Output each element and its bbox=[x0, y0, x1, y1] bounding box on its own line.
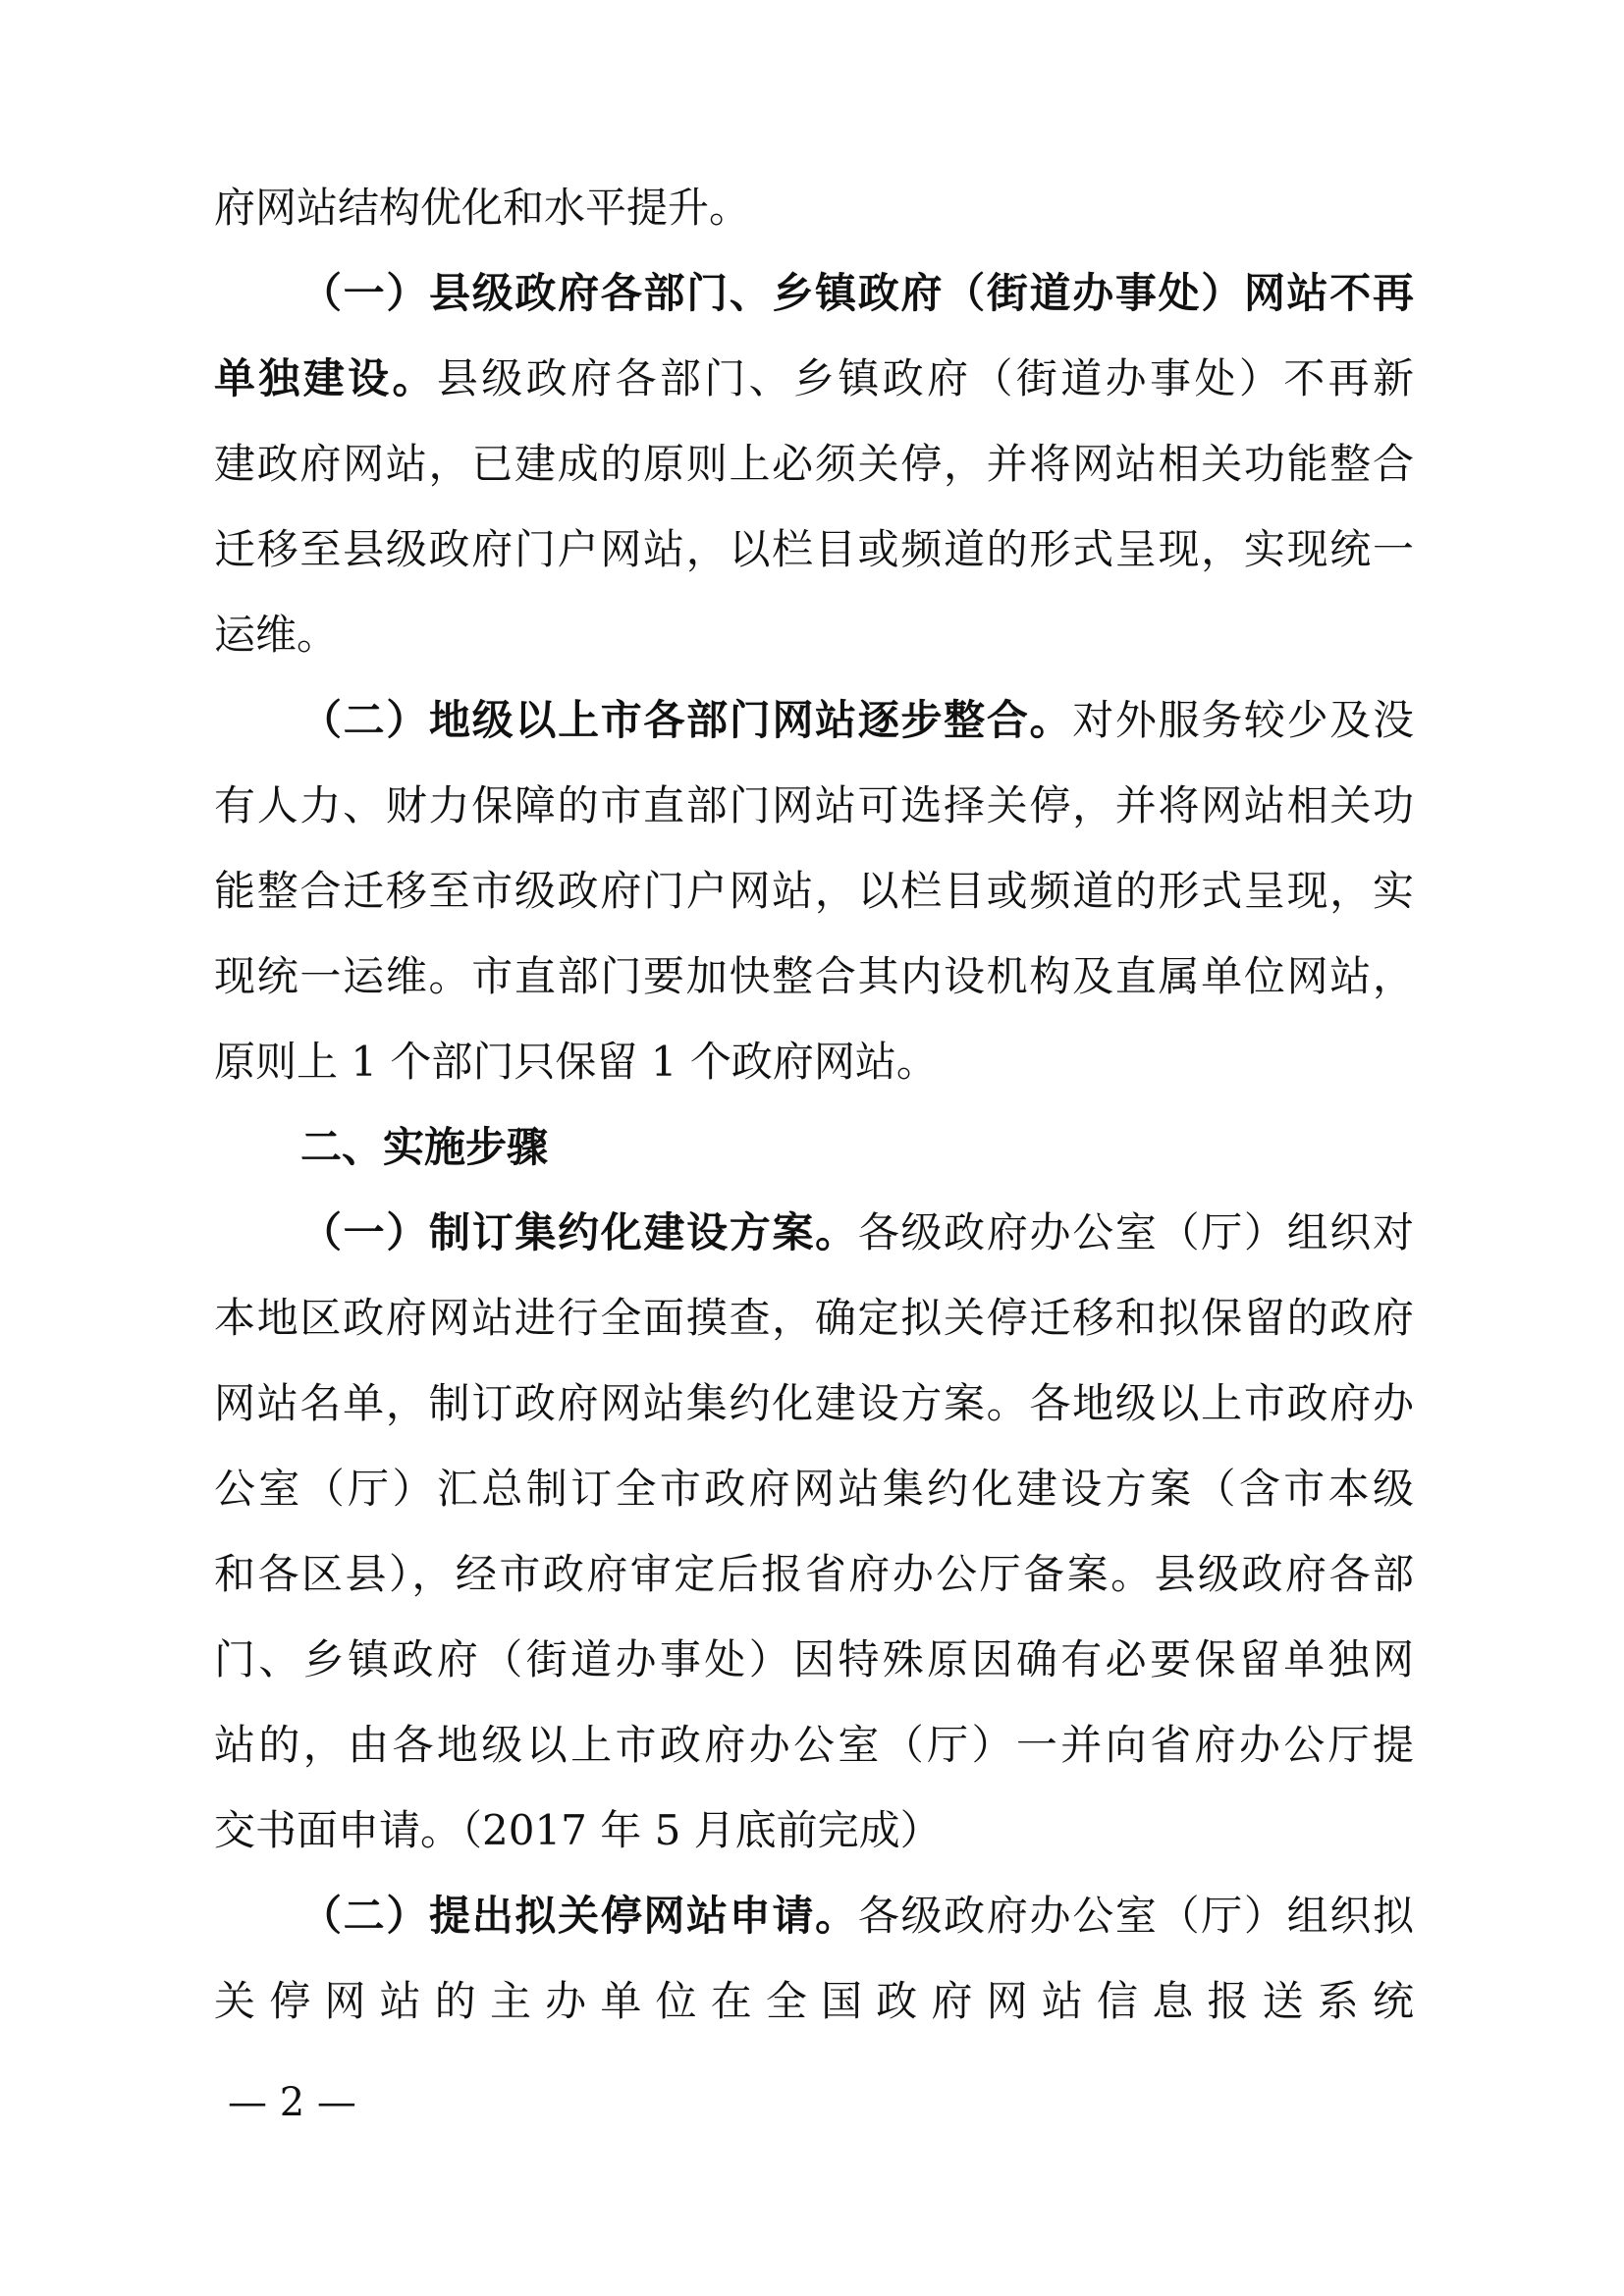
body-text: 网站名单，制订政府网站集约化建设方案。各地级以上市政府办 bbox=[214, 1379, 1414, 1427]
body-text: 门、乡镇政府（街道办事处）因特殊原因确有必要保留单独网 bbox=[214, 1635, 1414, 1683]
subsection-title: （一）县级政府各部门、乡镇政府（街道办事处）网站不再 bbox=[300, 269, 1414, 317]
body-text: 运维。 bbox=[214, 611, 339, 659]
body-text: 交书面申请。（2017 年 5 月底前完成） bbox=[214, 1806, 942, 1854]
body-text: 县级政府各部门、乡镇政府（街道办事处）不再新 bbox=[436, 354, 1414, 402]
body-text: 府网站结构优化和水平提升。 bbox=[214, 184, 751, 232]
body-text: 迁移至县级政府门户网站，以栏目或频道的形式呈现，实现统一 bbox=[214, 525, 1414, 573]
body-line bbox=[214, 596, 1414, 674]
body-text: 站的，由各地级以上市政府办公室（厅）一并向省府办公厅提 bbox=[214, 1721, 1414, 1769]
section-heading-line bbox=[300, 1108, 1414, 1187]
body-text: 建政府网站，已建成的原则上必须关停，并将网站相关功能整合 bbox=[214, 440, 1414, 488]
body-text: 各级政府办公室（厅）组织对 bbox=[857, 1208, 1414, 1256]
subsection-title: 单独建设。 bbox=[214, 354, 437, 402]
body-line bbox=[214, 169, 1414, 247]
body-line bbox=[214, 425, 1414, 504]
subsection-title-line bbox=[300, 254, 1414, 333]
body-line bbox=[214, 1279, 1414, 1358]
body-line bbox=[300, 681, 1414, 760]
body-line bbox=[214, 1450, 1414, 1528]
body-text: 公室（厅）汇总制订全市政府网站集约化建设方案（含市本级 bbox=[214, 1465, 1414, 1513]
body-line bbox=[214, 510, 1414, 589]
body-text: 能整合迁移至市级政府门户网站，以栏目或频道的形式呈现，实 bbox=[214, 867, 1414, 915]
body-line bbox=[214, 1535, 1414, 1614]
body-line bbox=[214, 1023, 1414, 1101]
body-line bbox=[214, 1621, 1414, 1699]
body-line bbox=[214, 1791, 1414, 1870]
body-line bbox=[214, 1364, 1414, 1443]
body-line bbox=[214, 340, 1414, 418]
body-line bbox=[300, 1194, 1414, 1272]
body-text: 本地区政府网站进行全面摸查，确定拟关停迁移和拟保留的政府 bbox=[214, 1294, 1414, 1342]
body-line bbox=[214, 937, 1414, 1016]
body-line bbox=[214, 1962, 1414, 2041]
body-text: 有人力、财力保障的市直部门网站可选择关停，并将网站相关功 bbox=[214, 781, 1414, 829]
body-line bbox=[300, 1877, 1414, 1955]
body-text: 各级政府办公室（厅）组织拟 bbox=[857, 1892, 1414, 1940]
body-line bbox=[214, 767, 1414, 845]
body-text: 对外服务较少及没 bbox=[1072, 696, 1414, 744]
body-text: 关停网站的主办单位在全国政府网站信息报送系统 bbox=[214, 1977, 1414, 2025]
body-text: 现统一运维。市直部门要加快整合其内设机构及直属单位网站， bbox=[214, 952, 1414, 1000]
subsection-title: （一）制订集约化建设方案。 bbox=[300, 1208, 858, 1256]
subsection-title: （二）地级以上市各部门网站逐步整合。 bbox=[300, 696, 1073, 744]
subsection-title: （二）提出拟关停网站申请。 bbox=[300, 1892, 858, 1940]
section-heading: 二、实施步骤 bbox=[300, 1123, 549, 1171]
body-text: 和各区县），经市政府审定后报省府办公厅备案。县级政府各部 bbox=[214, 1550, 1414, 1598]
page-number: — 2 — bbox=[228, 2080, 356, 2125]
body-line bbox=[214, 852, 1414, 931]
body-line bbox=[214, 1706, 1414, 1785]
body-text: 原则上 1 个部门只保留 1 个政府网站。 bbox=[214, 1038, 938, 1086]
